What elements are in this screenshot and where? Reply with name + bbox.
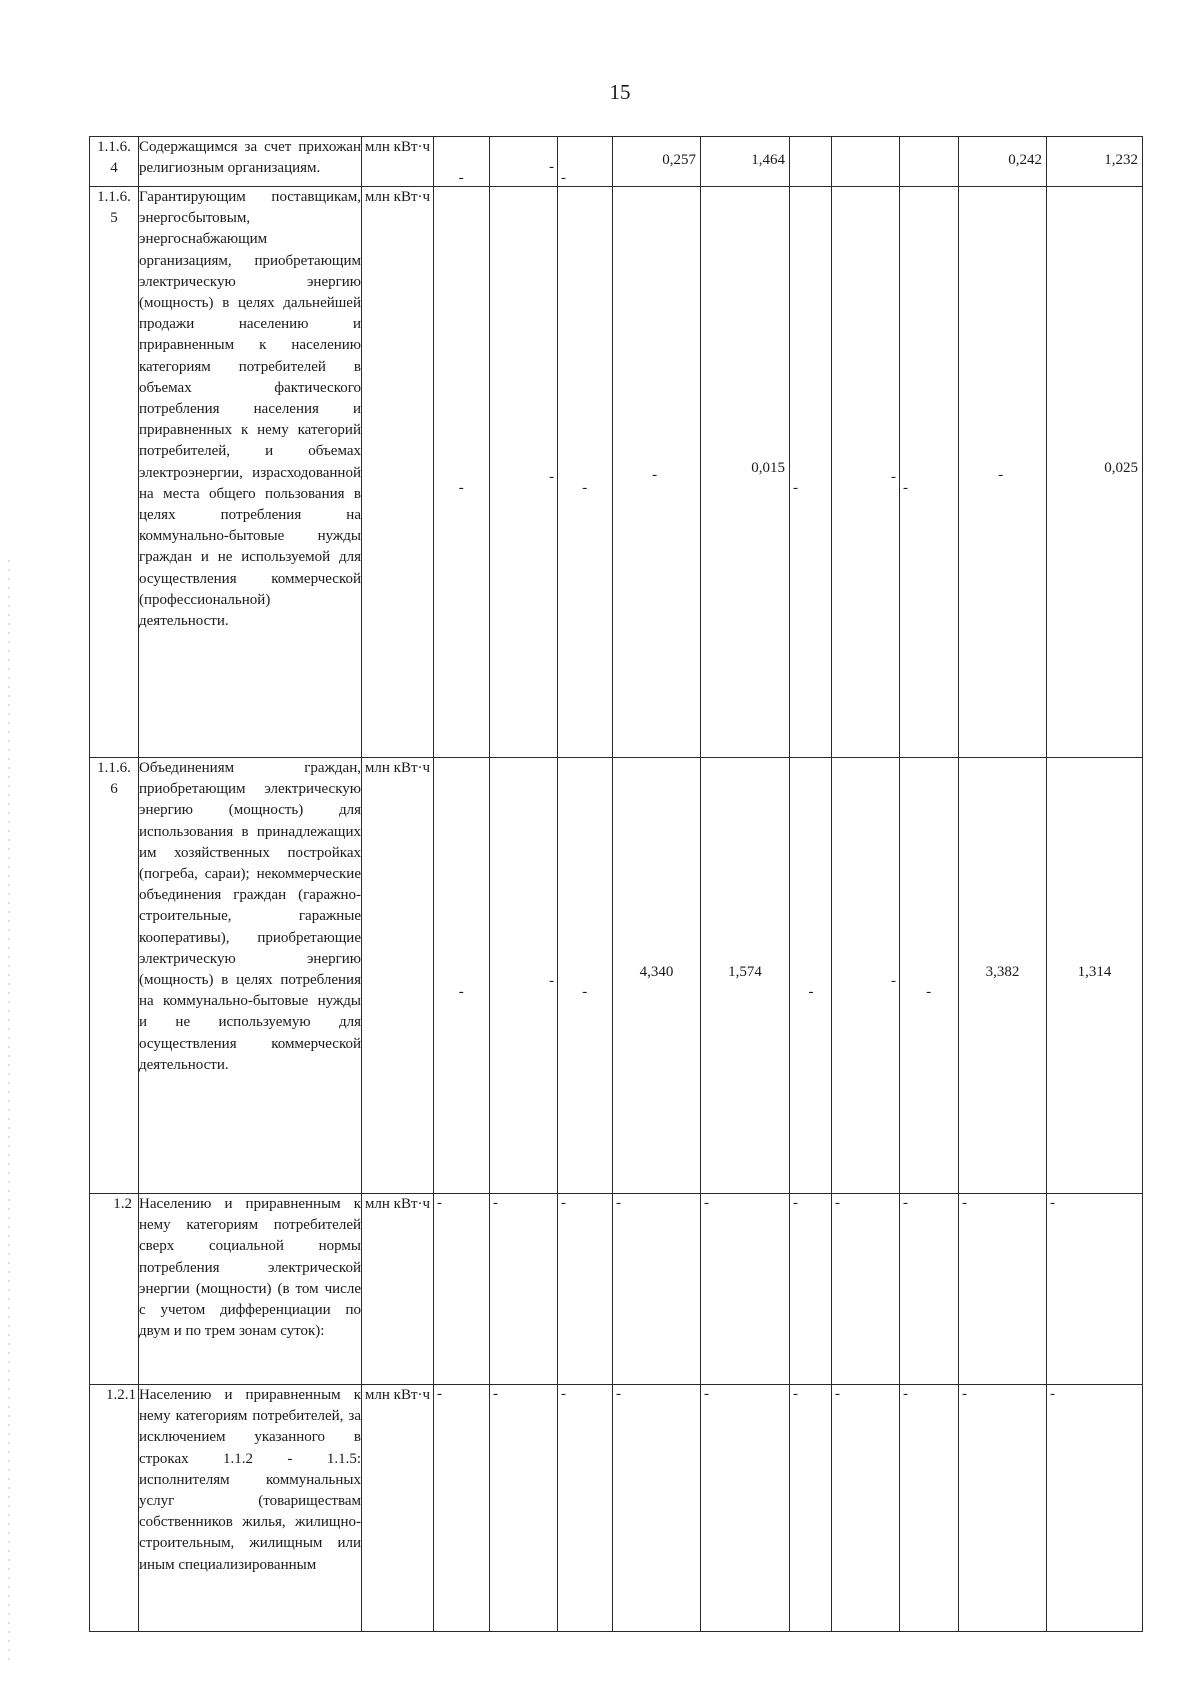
page-number: 15	[609, 80, 631, 104]
cell	[959, 137, 1047, 187]
cell-value: 0,015	[751, 460, 785, 476]
cell	[434, 1385, 490, 1632]
row-description: Населению и приравненным к нему категориям потребителей, за исключением указанного в строках 1.1.2 - 1.1.5: исполнителям коммунальных услуг (товариществам собственников жилья, жилищно-строительным, жилищным или иным специализированным	[139, 1385, 362, 1632]
cell-value: -	[549, 469, 554, 485]
cell	[959, 1385, 1047, 1632]
cell-value: -	[549, 972, 554, 989]
cell	[790, 1385, 832, 1632]
cell	[701, 758, 790, 1194]
cell-value: -	[1050, 1195, 1055, 1211]
row-code-text: 1.1.6. 6	[97, 760, 131, 798]
row-unit: млн кВт·ч	[362, 758, 434, 1194]
cell	[558, 1385, 613, 1632]
row-description: Гарантирующим поставщикам, энергосбытовым, энергоснабжающим организациям, приобретающим электрическую энергию (мощность) в целях дальнейшей продажи населению и приравненным к населению категориям потребителей в объемах фактического потребления населения и приравненных к нему категорий потребителей, и объемах электроэнергии, израсходованной на места общего пользования в целях потребления на коммунально-бытовые нужды граждан и не используемой для осуществления коммерческой (профессиональной) деятельности.	[139, 187, 362, 758]
cell-value: -	[704, 1386, 709, 1402]
cell	[490, 758, 558, 1194]
cell	[832, 137, 900, 187]
cell	[1047, 187, 1143, 758]
cell	[613, 187, 701, 758]
cell	[900, 187, 959, 758]
cell-value: -	[962, 1386, 967, 1402]
cell-value: -	[493, 1195, 498, 1211]
tariff-table	[89, 136, 1143, 1632]
cell-value: 1,574	[728, 963, 762, 980]
cell	[701, 137, 790, 187]
table-row	[90, 1194, 1143, 1385]
cell	[959, 187, 1047, 758]
row-description: Содержащимся за счет прихожан религиозным организациям.	[139, 137, 362, 187]
cell-value: -	[437, 1195, 442, 1211]
cell	[790, 758, 832, 1194]
row-code	[90, 1194, 139, 1385]
cell	[490, 1385, 558, 1632]
cell-value: -	[616, 1386, 621, 1402]
cell-value: 3,382	[985, 963, 1020, 980]
cell-value: -	[458, 169, 464, 186]
cell-value: 0,025	[1104, 460, 1138, 476]
cell	[613, 758, 701, 1194]
cell-value: 0,257	[662, 151, 696, 168]
cell-value: -	[998, 467, 1004, 483]
cell	[434, 187, 490, 758]
row-unit: млн кВт·ч	[362, 1194, 434, 1385]
row-code	[90, 187, 139, 758]
cell	[613, 1194, 701, 1385]
cell	[900, 137, 959, 187]
cell-value: -	[561, 1386, 566, 1402]
cell-value: -	[835, 1195, 840, 1211]
row-unit: млн кВт·ч	[362, 187, 434, 758]
cell	[1047, 758, 1143, 1194]
cell	[434, 137, 490, 187]
cell-value: -	[561, 169, 566, 186]
cell	[832, 758, 900, 1194]
cell	[1047, 1385, 1143, 1632]
row-code-text: 1.1.6. 4	[97, 139, 131, 177]
cell-value: -	[549, 158, 554, 175]
cell	[790, 137, 832, 187]
cell-value: -	[793, 1195, 798, 1211]
cell	[900, 1194, 959, 1385]
cell	[790, 1194, 832, 1385]
cell	[1047, 137, 1143, 187]
cell-value: 1,464	[751, 151, 785, 168]
cell-value: -	[903, 1386, 908, 1402]
row-code	[90, 137, 139, 187]
cell-value: -	[793, 480, 798, 496]
cell	[959, 758, 1047, 1194]
cell-value: -	[704, 1195, 709, 1211]
cell-value: -	[458, 480, 464, 496]
table-row	[90, 758, 1143, 1194]
cell-value: -	[1050, 1386, 1055, 1402]
cell-value: -	[962, 1195, 967, 1211]
row-code-text: 1.1.6. 5	[97, 189, 131, 227]
cell	[832, 1194, 900, 1385]
row-unit: млн кВт·ч	[362, 1385, 434, 1632]
cell-value: 0,242	[1008, 151, 1042, 168]
cell	[613, 1385, 701, 1632]
row-description: Объединениям граждан, приобретающим электрическую энергию (мощность) для использования в принадлежащих им хозяйственных постройках (погреба, сараи); некоммерческие объединения граждан (гаражно-строительные, гаражные кооперативы), приобретающие электрическую энергию (мощность) в целях потребления на коммунально-бытовые нужды и не используемую для осуществления коммерческой деятельности.	[139, 758, 362, 1194]
row-code-text: 1.2.1	[106, 1387, 136, 1403]
table-row	[90, 137, 1143, 187]
cell	[558, 758, 613, 1194]
cell	[701, 1194, 790, 1385]
cell	[900, 1385, 959, 1632]
cell	[1047, 1194, 1143, 1385]
cell	[490, 1194, 558, 1385]
scan-edge-artifacts	[8, 560, 10, 1660]
cell	[701, 1385, 790, 1632]
cell	[832, 1385, 900, 1632]
cell-value: -	[808, 983, 814, 1000]
cell	[558, 1194, 613, 1385]
cell	[790, 187, 832, 758]
cell-value: -	[903, 480, 908, 496]
cell-value: -	[891, 972, 896, 989]
row-code	[90, 758, 139, 1194]
cell	[490, 137, 558, 187]
table-row	[90, 1385, 1143, 1632]
cell-value: -	[652, 467, 658, 483]
cell-value: -	[891, 469, 896, 485]
cell-value: -	[582, 983, 588, 1000]
row-code	[90, 1385, 139, 1632]
cell-value: -	[903, 1195, 908, 1211]
row-description: Населению и приравненным к нему категориям потребителей сверх социальной нормы потребления электрической энергии (мощности) (в том числе с учетом дифференциации по двум и по трем зонам суток):	[139, 1194, 362, 1385]
cell	[900, 758, 959, 1194]
cell	[434, 758, 490, 1194]
cell	[959, 1194, 1047, 1385]
cell-value: -	[835, 1386, 840, 1402]
table-row	[90, 187, 1143, 758]
cell-value: -	[582, 480, 588, 496]
row-unit: млн кВт·ч	[362, 137, 434, 187]
cell-value: -	[458, 983, 464, 1000]
cell	[613, 137, 701, 187]
cell-value: 4,340	[639, 963, 674, 980]
cell	[434, 1194, 490, 1385]
cell-value: -	[561, 1195, 566, 1211]
cell	[832, 187, 900, 758]
cell	[558, 187, 613, 758]
cell-value: 1,232	[1104, 151, 1138, 168]
cell	[490, 187, 558, 758]
cell-value: 1,314	[1077, 963, 1112, 980]
cell-value: -	[616, 1195, 621, 1211]
cell-value: -	[493, 1386, 498, 1402]
cell	[558, 137, 613, 187]
cell-value: -	[793, 1386, 798, 1402]
cell-value: -	[926, 983, 932, 1000]
row-code-text: 1.2	[113, 1196, 132, 1212]
cell-value: -	[437, 1386, 442, 1402]
cell	[701, 187, 790, 758]
